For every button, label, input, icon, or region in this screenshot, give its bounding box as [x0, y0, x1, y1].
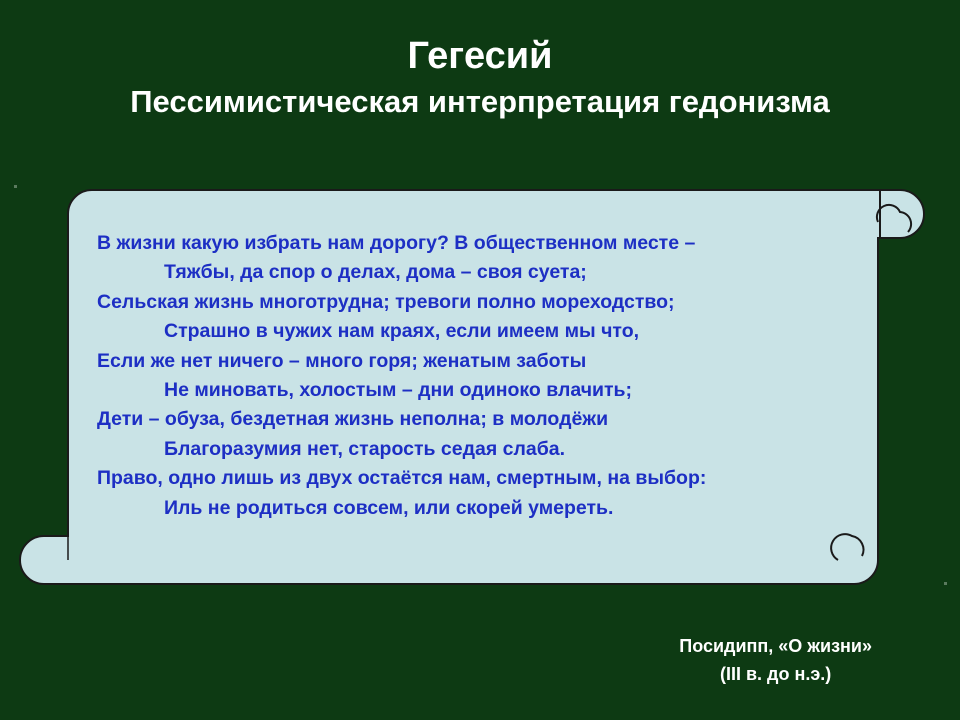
- poem-line: Иль не родиться совсем, или скорей умереть.: [164, 496, 614, 519]
- poem-line: Тяжбы, да спор о делах, дома – своя суета;: [164, 261, 587, 284]
- poem-line: Право, одно лишь из двух остаётся нам, смертным, на выбор:: [97, 467, 707, 490]
- poem-line: В жизни какую избрать нам дорогу? В общественном месте –: [97, 232, 696, 254]
- poem-line: Страшно в чужих нам краях, если имеем мы что,: [164, 320, 640, 343]
- poem-line: Если же нет ничего – много горя; женатым заботы: [97, 349, 587, 372]
- poem-line: Дети – обуза, бездетная жизнь неполна; в молодёжи: [97, 408, 609, 431]
- source-date: (III в. до н.э.): [719, 664, 832, 684]
- source-author-work: Посидипп, «О жизни»: [679, 636, 872, 656]
- poem-line: Сельская жизнь многотрудна; тревоги полно мореходство;: [97, 290, 675, 313]
- source-citation: [679, 632, 872, 688]
- slide-title: Гегесий: [407, 35, 553, 77]
- poem-line: Не миновать, холостым – дни одиноко влачить;: [164, 379, 633, 402]
- poem-text: [97, 229, 867, 523]
- poem-line: Благоразумия нет, старость седая слаба.: [164, 437, 566, 460]
- slide-subtitle: Пессимистическая интерпретация гедонизма: [130, 84, 830, 119]
